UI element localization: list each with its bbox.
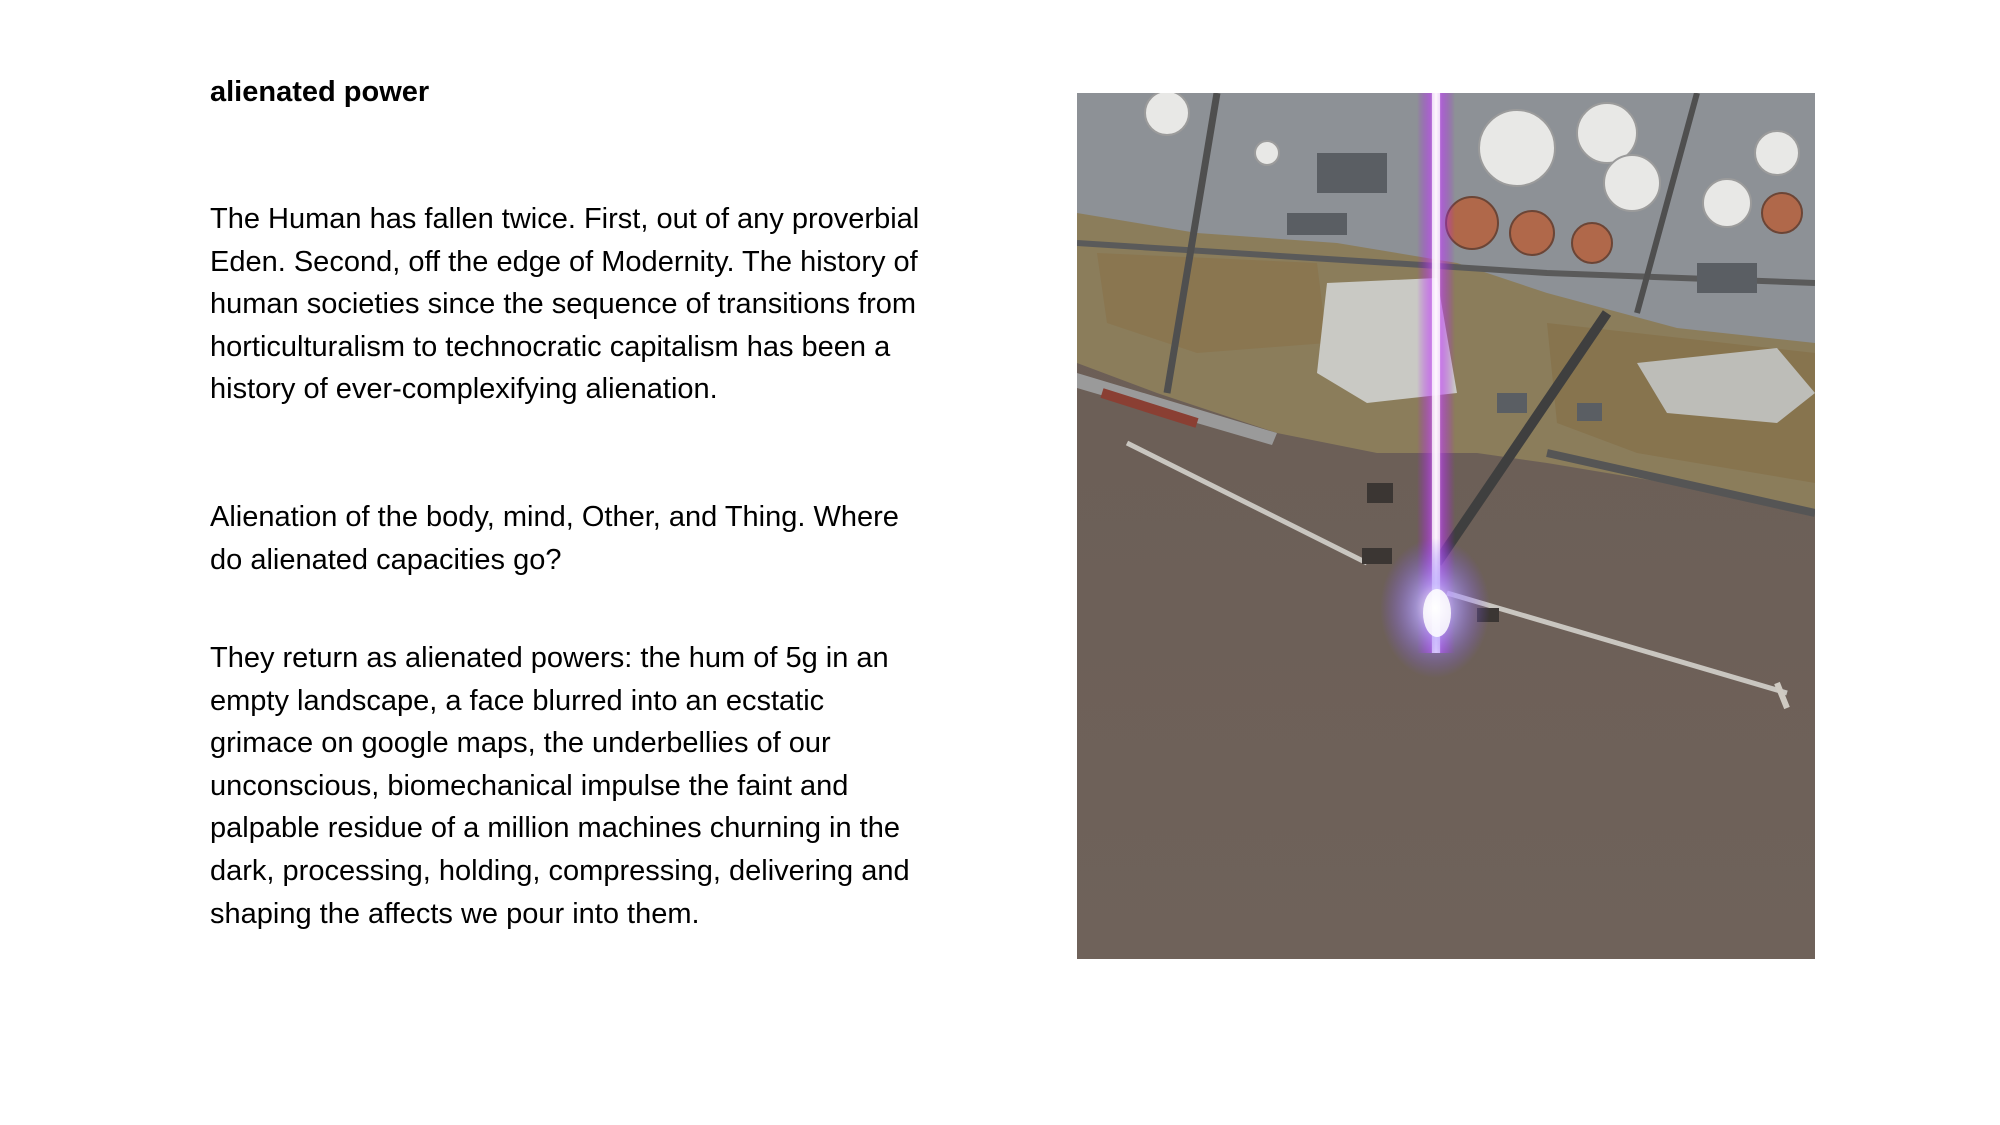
aerial-photo-image <box>1077 93 1815 959</box>
paragraph-2: Alienation of the body, mind, Other, and Thing. Where do alienated capacities go? <box>210 501 899 576</box>
aerial-photo-illustration <box>1077 93 1815 959</box>
paragraph-1: The Human has fallen twice. First, out of any proverbial Eden. Second, off the edge of Modernity. The history of human societies since the sequence of transitions from horticulturalism to technocratic capitalism has been a history of ever-complexifying alienation. <box>210 203 920 406</box>
slide-title: alienated power <box>210 76 430 108</box>
paragraph-3: They return as alienated powers: the hum of 5g in an empty landscape, a face blurred into an ecstatic grimace on google maps, the underbellies of our unconscious, biomechanical impulse the faint and palpable residue of a million machines churning in the dark, processing, holding, compressing, delivering and shaping the affects we pour into them. <box>210 642 910 930</box>
